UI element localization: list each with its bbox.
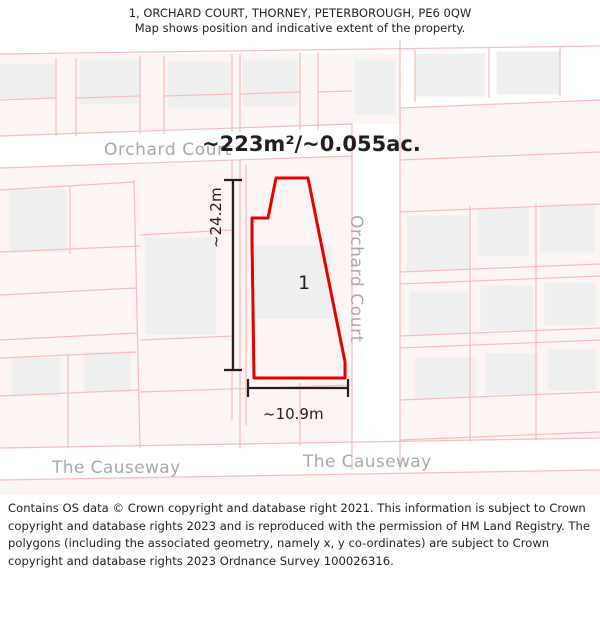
map-subtitle: Map shows position and indicative extent of the property.: [134, 21, 466, 35]
dimension-horizontal-label: ~10.9m: [263, 405, 324, 423]
plot-number-label: 1: [298, 272, 311, 294]
property-address: 1, ORCHARD COURT, THORNEY, PETERBOROUGH, PE6 0QW: [128, 6, 472, 20]
street-label-the-causeway-right: The Causeway: [303, 452, 432, 472]
street-label-orchard-court-horizontal: Orchard Court: [104, 140, 232, 160]
map-vector-layer: [0, 40, 600, 495]
street-label-the-causeway-left: The Causeway: [52, 458, 181, 478]
map-canvas[interactable]: [0, 40, 600, 495]
copyright-notice: Contains OS data © Crown copyright and database right 2021. This information is subject to Crown copyright and database rights 2023 and is reproduced with the permission of HM Land Registry. The polygons (including the associated geometry, namely x, y co-ordinates) are subject to Crown copyright and database rights 2023 Ordnance Survey 100026316.: [8, 501, 590, 568]
map-header: [0, 0, 600, 36]
dimension-vertical-label: ~24.2m: [207, 187, 225, 248]
street-label-orchard-court-vertical: Orchard Court: [346, 215, 366, 343]
plot-area-label: ~223m²/~0.055ac.: [202, 132, 421, 156]
